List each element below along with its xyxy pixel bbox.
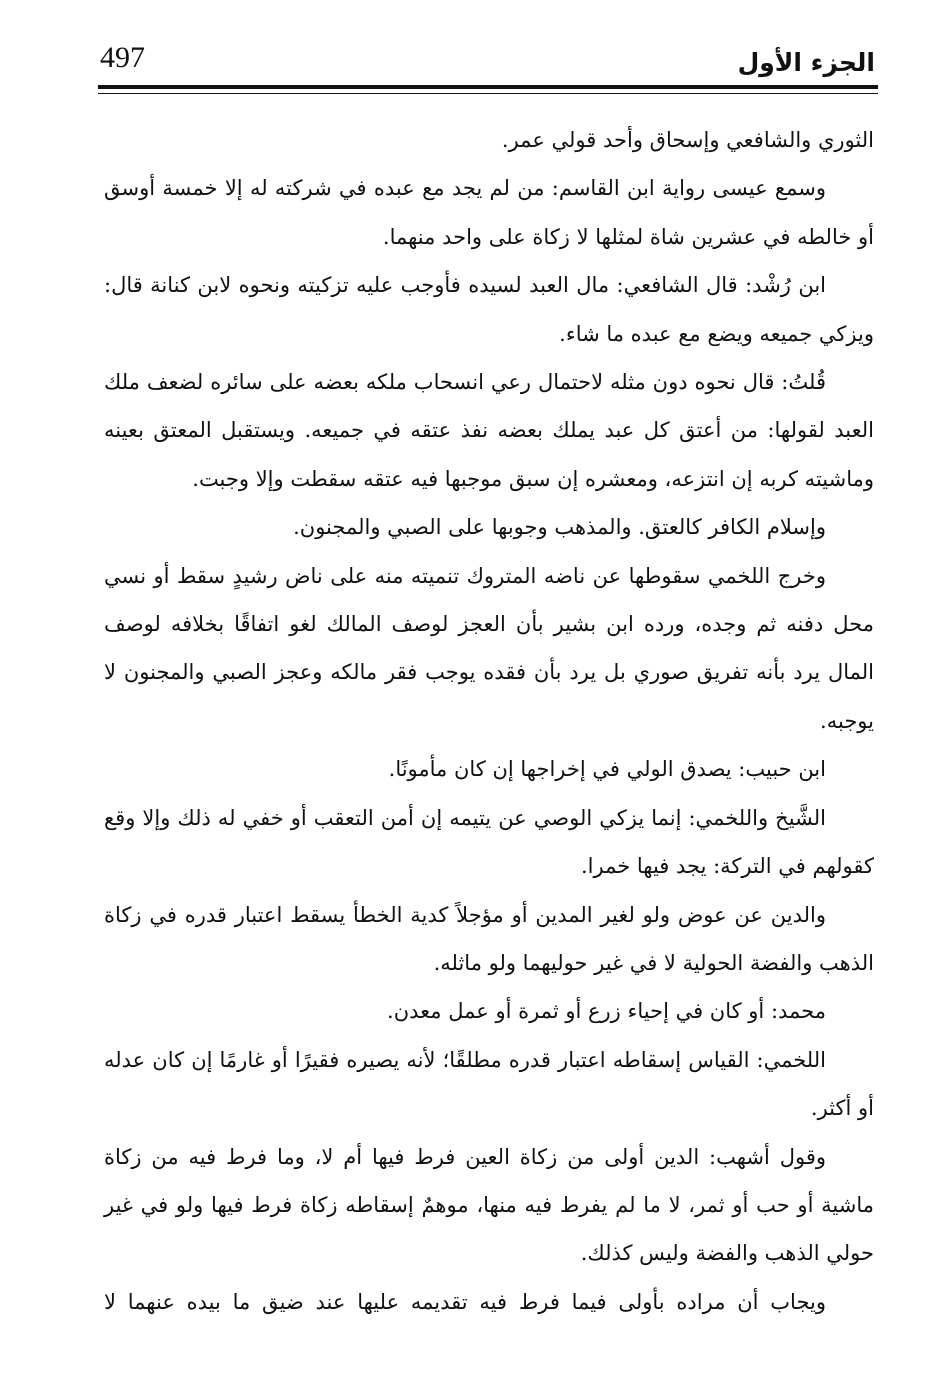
paragraph: محمد: أو كان في إحياء زرع أو ثمرة أو عمل معدن. [387, 999, 826, 1024]
paragraph: والدين عن عوض ولو لغير المدين أو مؤجلاً كدية الخطأ يسقط اعتبار قدره في زكاة الذهب والفضة الحولية لا في غير حوليهما ولو ماثله. [104, 902, 874, 975]
body-text [104, 116, 874, 1326]
paragraph: وسمع عيسى رواية ابن القاسم: من لم يجد مع عبده في شركته له إلا خمسة أوسق أو خالطه في عشرين شاة لمثلها لا زكاة على واحد منهما. [104, 176, 874, 249]
paragraph: وخرج اللخمي سقوطها عن ناضه المتروك تنميته منه على ناض رشيدٍ سقط أو نسي محل دفنه ثم وجده، ورده ابن بشير بأن العجز لوصف المالك لغو اتفاقًا بخلافه لوصف المال يرد بأنه تفريق صوري بل يرد بأن فقده يوجب فقر مالكه وعجز الصبي والمجنون لا يوجبه. [104, 563, 874, 733]
paragraph: الثوري والشافعي وإسحاق وأحد قولي عمر. [501, 128, 874, 152]
paragraph: ابن رُشْد: قال الشافعي: مال العبد لسيده فأوجب عليه تزكيته ونحوه لابن كنانة قال: ويزكي جميعه ويضع مع عبده ما شاء. [104, 273, 874, 346]
paragraph: وقول أشهب: الدين أولى من زكاة العين فرط فيها أم لا، وما فرط فيه من زكاة ماشية أو حب أو ثمر، لا ما لم يفرط فيه منها، موهمٌ إسقاطه زكاة فرط فيها ولو في غير حولي الذهب والفضة وليس كذلك. [104, 1144, 874, 1266]
paragraph: ويجاب أن مراده بأولى فيما فرط فيه تقديمه عليها عند ضيق ما بيده عنهما لا [104, 1289, 826, 1314]
paragraph: ابن حبيب: يصدق الولي في إخراجها إن كان مأمونًا. [388, 757, 826, 782]
header-rule-thin [98, 93, 878, 94]
paragraph: اللخمي: القياس إسقاطه اعتبار قدره مطلقًا؛ لأنه يصيره فقيرًا أو غارمًا إن كان عدله أو أكثر. [104, 1047, 874, 1121]
running-title: الجزء الأول [737, 48, 875, 77]
page-number: 497 [100, 41, 145, 74]
paragraph: قُلتُ: قال نحوه دون مثله لاحتمال رعي انسحاب ملكه بعضه على سائره لضعف ملك العبد لقولها: من أعتق كل عبد يملك بعضه نفذ عتقه في جميعه. ويستقبل المعتق بعينه وماشيته كربه إن انتزعه، ومعشره إن سبق موجبها فيه عتقه سقطت وإلا وجبت. [104, 370, 874, 491]
paragraph: الشَّيخ واللخمي: إنما يزكي الوصي عن يتيمه إن أمن التعقب أو خفي له ذلك وإلا وقع كقولهم في التركة: يجد فيها خمرا. [104, 805, 874, 879]
paragraph: وإسلام الكافر كالعتق. والمذهب وجوبها على الصبي والمجنون. [293, 515, 826, 540]
header-rule-thick [98, 85, 878, 89]
